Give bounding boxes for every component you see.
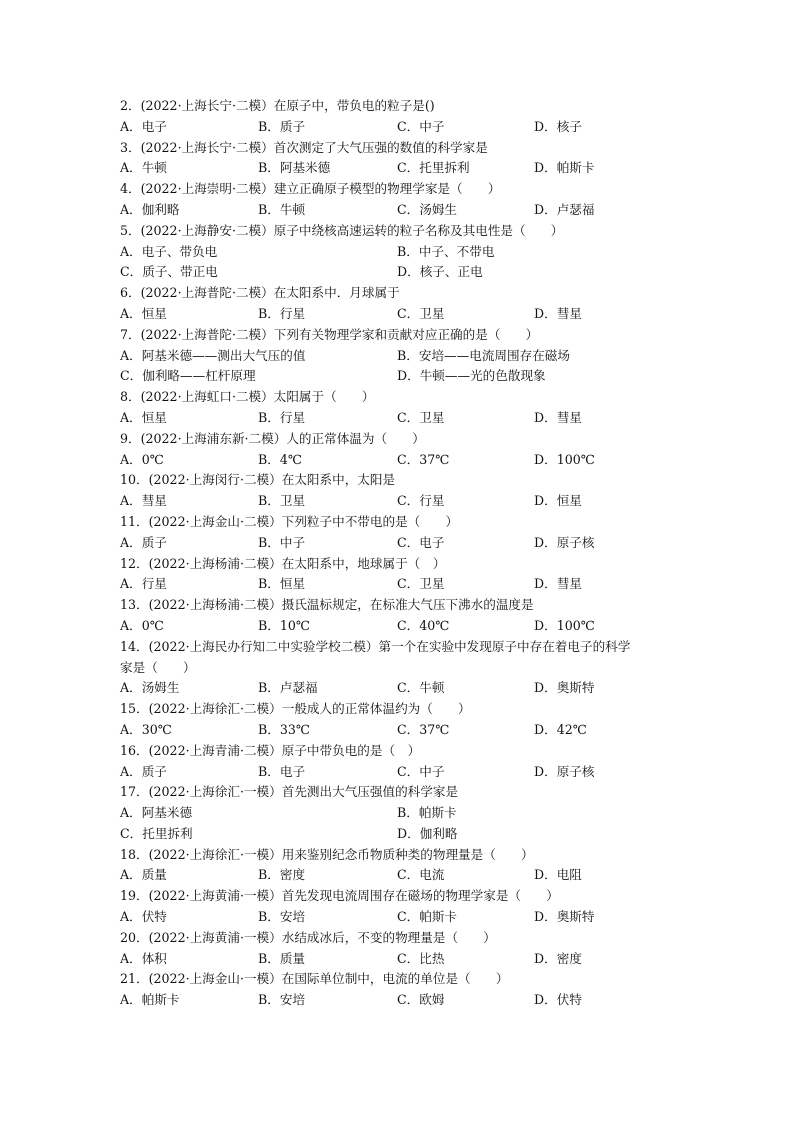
answer-option: C．托里拆利: [120, 825, 193, 841]
answer-option: D．密度: [534, 950, 582, 966]
question-stem-line: [120, 96, 680, 117]
answer-option: B．阿基米德: [258, 160, 331, 176]
answer-option: C．37℃: [397, 451, 450, 467]
option-row: [120, 720, 680, 741]
question-stem-line: [120, 658, 680, 679]
question-stem-line: [120, 429, 680, 450]
answer-option: D．原子核: [534, 763, 595, 779]
answer-option: C．电子: [397, 534, 445, 550]
question-stem-line: [120, 699, 680, 720]
answer-option: B．安培——电流周围存在磁场: [397, 347, 570, 363]
option-row: [120, 117, 680, 138]
question-text: 3．(2022·上海长宁·二模）首次测定了大气压强的数值的科学家是: [120, 139, 488, 155]
option-row: [120, 678, 680, 699]
question-stem-line: [120, 595, 680, 616]
question-text: 7．(2022·上海普陀·二模）下列有关物理学家和贡献对应正确的是（ ）: [120, 326, 539, 342]
question-stem-line: [120, 387, 680, 408]
answer-option: D．卢瑟福: [534, 201, 595, 217]
answer-option: B．质子: [258, 118, 306, 134]
question-stem-line: [120, 179, 680, 200]
question-stem-line: [120, 221, 680, 242]
question-text: 12．(2022·上海杨浦·二模）在太阳系中，地球属于（ ）: [120, 555, 446, 571]
answer-option: D．奥斯特: [534, 909, 595, 925]
answer-option: D．恒星: [534, 493, 582, 509]
answer-option: B．中子、不带电: [397, 243, 495, 259]
answer-option: A．伏特: [120, 909, 167, 925]
answer-option: C．牛顿: [397, 680, 445, 696]
option-row: [120, 824, 680, 845]
answer-option: B．安培: [258, 992, 306, 1008]
option-row: [120, 262, 680, 283]
question-text: 20．(2022·上海黄浦·一模）水结成冰后，不变的物理量是（ ）: [120, 929, 496, 945]
answer-option: D．原子核: [534, 534, 595, 550]
question-text: 5．(2022·上海静安·二模）原子中绕核高速运转的粒子名称及其电性是（ ）: [120, 222, 564, 238]
question-text: 13．(2022·上海杨浦·二模）摄氏温标规定，在标准大气压下沸水的温度是: [120, 597, 534, 613]
answer-option: A．电子、带负电: [120, 243, 218, 259]
question-text: 15．(2022·上海徐汇·二模）一般成人的正常体温约为（ ）: [120, 701, 471, 717]
question-stem-line: [120, 782, 680, 803]
answer-option: B．行星: [258, 305, 306, 321]
answer-option: B．电子: [258, 763, 306, 779]
option-row: [120, 865, 680, 886]
answer-option: C．卫星: [397, 576, 445, 592]
answer-option: B．安培: [258, 909, 306, 925]
answer-option: D．电阻: [534, 867, 582, 883]
question-stem-line: [120, 325, 680, 346]
answer-option: C．卫星: [397, 409, 445, 425]
answer-option: C．40℃: [397, 617, 450, 633]
answer-option: B．10℃: [258, 617, 310, 633]
answer-option: B．4℃: [258, 451, 302, 467]
answer-option: D．奥斯特: [534, 680, 595, 696]
question-stem-line: [120, 283, 680, 304]
answer-option: C．37℃: [397, 721, 450, 737]
question-stem-line: [120, 554, 680, 575]
option-row: [120, 200, 680, 221]
question-text: 9．(2022·上海浦东新·二模）人的正常体温为（ ）: [120, 430, 425, 446]
question-stem-line: [120, 886, 680, 907]
answer-option: B．行星: [258, 409, 306, 425]
answer-option: A．汤姆生: [120, 680, 180, 696]
answer-option: A．体积: [120, 950, 167, 966]
option-row: [120, 242, 680, 263]
question-stem-line: [120, 470, 680, 491]
question-text: 10．(2022·上海闵行·二模）在太阳系中，太阳是: [120, 472, 396, 488]
answer-option: D．牛顿——光的色散现象: [397, 368, 546, 384]
answer-option: C．中子: [397, 763, 445, 779]
answer-option: A．质量: [120, 867, 167, 883]
answer-option: A．电子: [120, 118, 167, 134]
question-text: 21．(2022·上海金山·一模）在国际单位制中，电流的单位是（ ）: [120, 971, 509, 987]
answer-option: A．彗星: [120, 493, 167, 509]
option-row: [120, 533, 680, 554]
option-row: [120, 346, 680, 367]
answer-option: A．行星: [120, 576, 167, 592]
option-row: [120, 949, 680, 970]
answer-option: D．核子、正电: [397, 264, 483, 280]
option-row: [120, 158, 680, 179]
answer-option: D．彗星: [534, 409, 582, 425]
answer-option: A．30℃: [120, 721, 172, 737]
answer-option: C．中子: [397, 118, 445, 134]
answer-option: C．行星: [397, 493, 445, 509]
question-stem-line: [120, 138, 680, 159]
question-text: 17．(2022·上海徐汇·一模）首先测出大气压强值的科学家是: [120, 784, 459, 800]
answer-option: B．中子: [258, 534, 306, 550]
option-row: [120, 491, 680, 512]
answer-option: B．牛顿: [258, 201, 306, 217]
option-row: [120, 304, 680, 325]
option-row: [120, 574, 680, 595]
question-stem-line: [120, 845, 680, 866]
answer-option: A．恒星: [120, 305, 167, 321]
question-text-continued: 家是（ ）: [120, 659, 196, 675]
answer-option: C．电流: [397, 867, 445, 883]
answer-option: B．密度: [258, 867, 306, 883]
answer-option: C．欧姆: [397, 992, 445, 1008]
option-row: [120, 616, 680, 637]
answer-option: C．比热: [397, 950, 445, 966]
question-text: 19．(2022·上海黄浦·一模）首先发现电流周围存在磁场的物理学家是（ ）: [120, 888, 559, 904]
answer-option: B．恒星: [258, 576, 306, 592]
answer-option: D．伽利略: [397, 825, 458, 841]
answer-option: D．100℃: [534, 617, 595, 633]
option-row: [120, 450, 680, 471]
answer-option: C．伽利略——杠杆原理: [120, 368, 256, 384]
question-text: 6．(2022·上海普陀·二模）在太阳系中．月球属于: [120, 285, 400, 301]
question-text: 16．(2022·上海青浦·二模）原子中带负电的是（ ）: [120, 742, 421, 758]
answer-option: D．42℃: [534, 721, 587, 737]
answer-option: B．卫星: [258, 493, 306, 509]
option-row: [120, 803, 680, 824]
question-stem-line: [120, 928, 680, 949]
answer-option: D．帕斯卡: [534, 160, 595, 176]
answer-option: D．核子: [534, 118, 582, 134]
option-row: [120, 408, 680, 429]
answer-option: D．100℃: [534, 451, 595, 467]
question-list: [120, 96, 680, 1011]
option-row: [120, 907, 680, 928]
answer-option: C．汤姆生: [397, 201, 458, 217]
answer-option: A．阿基米德: [120, 805, 193, 821]
question-text: 11．(2022·上海金山·二模）下列粒子中不带电的是（ ）: [120, 513, 459, 529]
question-stem-line: [120, 637, 680, 658]
answer-option: A．恒星: [120, 409, 167, 425]
answer-option: D．彗星: [534, 305, 582, 321]
answer-option: A．牛顿: [120, 160, 167, 176]
answer-option: B．帕斯卡: [397, 805, 457, 821]
answer-option: C．质子、带正电: [120, 264, 218, 280]
question-text: 14．(2022·上海民办行知二中实验学校二模）第一个在实验中发现原子中存在着电子的科学: [120, 638, 631, 654]
answer-option: D．伏特: [534, 992, 582, 1008]
option-row: [120, 366, 680, 387]
question-text: 4．(2022·上海崇明·二模）建立正确原子模型的物理学家是（ ）: [120, 181, 501, 197]
answer-option: B．质量: [258, 950, 306, 966]
answer-option: C．卫星: [397, 305, 445, 321]
answer-option: C．托里拆利: [397, 160, 470, 176]
question-stem-line: [120, 969, 680, 990]
answer-option: A．0℃: [120, 617, 164, 633]
answer-option: B．卢瑟福: [258, 680, 318, 696]
option-row: [120, 762, 680, 783]
question-stem-line: [120, 512, 680, 533]
answer-option: A．阿基米德——测出大气压的值: [120, 347, 306, 363]
answer-option: A．0℃: [120, 451, 164, 467]
answer-option: A．质子: [120, 763, 167, 779]
answer-option: D．彗星: [534, 576, 582, 592]
option-row: [120, 990, 680, 1011]
answer-option: C．帕斯卡: [397, 909, 458, 925]
question-text: 8．(2022·上海虹口·二模）太阳属于（ ）: [120, 389, 375, 405]
answer-option: A．质子: [120, 534, 167, 550]
answer-option: B．33℃: [258, 721, 310, 737]
question-text: 2．(2022·上海长宁·二模）在原子中，带负电的粒子是(): [120, 98, 435, 113]
answer-option: A．帕斯卡: [120, 992, 180, 1008]
question-text: 18．(2022·上海徐汇·一模）用来鉴别纪念币物质种类的物理量是（ ）: [120, 846, 534, 862]
question-stem-line: [120, 741, 680, 762]
answer-option: A．伽利略: [120, 201, 180, 217]
